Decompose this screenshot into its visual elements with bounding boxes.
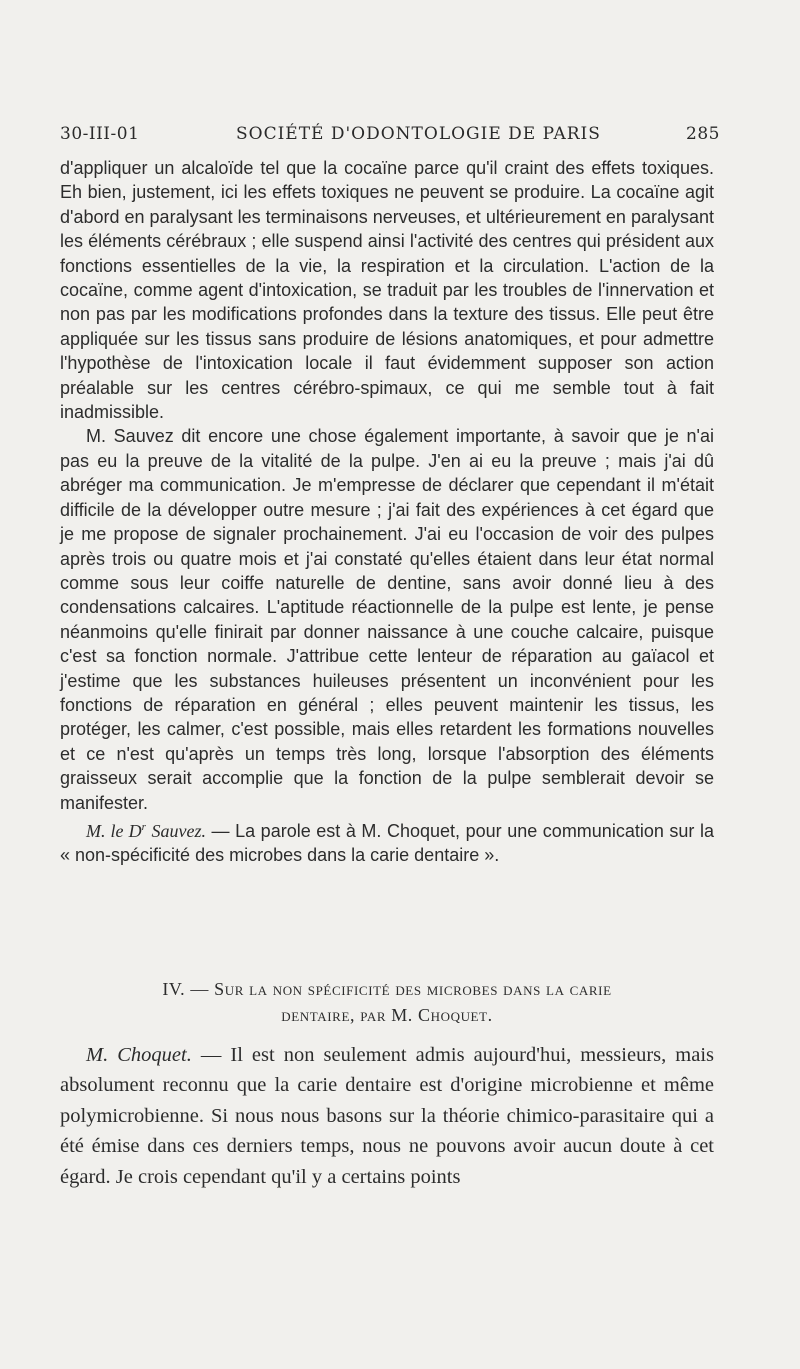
section-title-2: dentaire, par M. Choquet.: [281, 1005, 493, 1025]
paragraph-1: d'appliquer un alcaloïde tel que la cocaïne parce qu'il craint des effets toxiques. Eh bien, justement, ici les effets toxiques ne peuvent se produire. La cocaïne agit d'abord en paralysant les terminaisons nerveuses, et ultérieurement en paralysant les éléments cérébraux ; elle suspend ainsi l'activité des centres qui président aux fonctions essentielles de la vie, la respiration et la circulation. L'action de la cocaïne, comme agent d'intoxication, se traduit par les troubles de l'innervation et non pas par les modifications profondes dans la texture des tissus. Elle peut être appliquée sur les tissus sans produire de lésions anatomiques, et pour admettre l'hypothèse de l'intoxication locale il faut évidemment supposer son action préalable sur les centres cérébro-spimaux, ce qui me semble tout à fait inadmissible.: [60, 158, 714, 423]
section-heading: [60, 976, 714, 1028]
body-text: [60, 156, 714, 868]
header-title: SOCIÉTÉ D'ODONTOLOGIE DE PARIS: [236, 124, 601, 144]
final-text: — Il est non seulement admis aujourd'hui, messieurs, mais absolument reconnu que la carie dentaire est d'origine microbienne et même polymicrobienne. Si nous nous basons sur la théorie chimico-parasitaire qui a été émise dans ces derniers temps, nous ne pouvons avoir aucun doute à cet égard. Je crois cependant qu'il y a certains points: [60, 1044, 715, 1188]
speaker-name: Sauvez.: [151, 820, 206, 841]
running-header: [60, 124, 720, 154]
paragraph-2: M. Sauvez dit encore une chose également importante, à savoir que je n'ai pas eu la preuve de la vitalité de la pulpe. J'en ai eu la preuve ; mais j'ai dû abréger ma communication. Je m'empresse de déclarer que cependant il m'était difficile de la développer outre mesure ; j'ai fait des expériences à cet égard que je me propose de signaler prochainement. J'ai eu l'occasion de voir des pulpes après trois ou quatre mois et j'ai constaté qu'elles étaient dans leur état normal comme sous leur coiffe naturelle de dentine, sans avoir donné lieu à des condensations calcaires. L'aptitude réactionnelle de la pulpe est lente, je pense néanmoins qu'elle finirait par donner naissance à une couche calcaire, puisque c'est sa fonction normale. J'attribue cette lenteur de réparation au gaïacol et j'estime que les substances huileuses présentent un inconvénient pour les fonctions de réparation en général ; elles peuvent maintenir les tissus, les protéger, les calmer, c'est possible, mais elles retardent les formations nouvelles et ce n'est qu'après un temps très long, lorsque l'absorption des éléments graisseux serait accomplie que la fonction de la pulpe semblerait devoir se manifester.: [60, 426, 714, 813]
section-numeral: IV. —: [162, 979, 209, 999]
section-title-1: Sur la non spécificité des microbes dans la carie: [214, 979, 612, 999]
speaker-label: M. le D: [86, 820, 142, 841]
final-section-text: [60, 1040, 714, 1192]
final-speaker: M. Choquet.: [86, 1044, 192, 1066]
speaker-sup: r: [141, 820, 146, 833]
speaker-text: — La parole est à M. Choquet, pour une communication sur la « non-spécificité des microbes dans la carie dentaire ».: [60, 820, 714, 866]
page-number: 285: [686, 124, 720, 144]
speaker-paragraph: [60, 815, 714, 868]
final-paragraph: [60, 1040, 714, 1192]
header-date: 30-III-01: [60, 124, 140, 144]
section-heading-line-1: [60, 976, 714, 1002]
